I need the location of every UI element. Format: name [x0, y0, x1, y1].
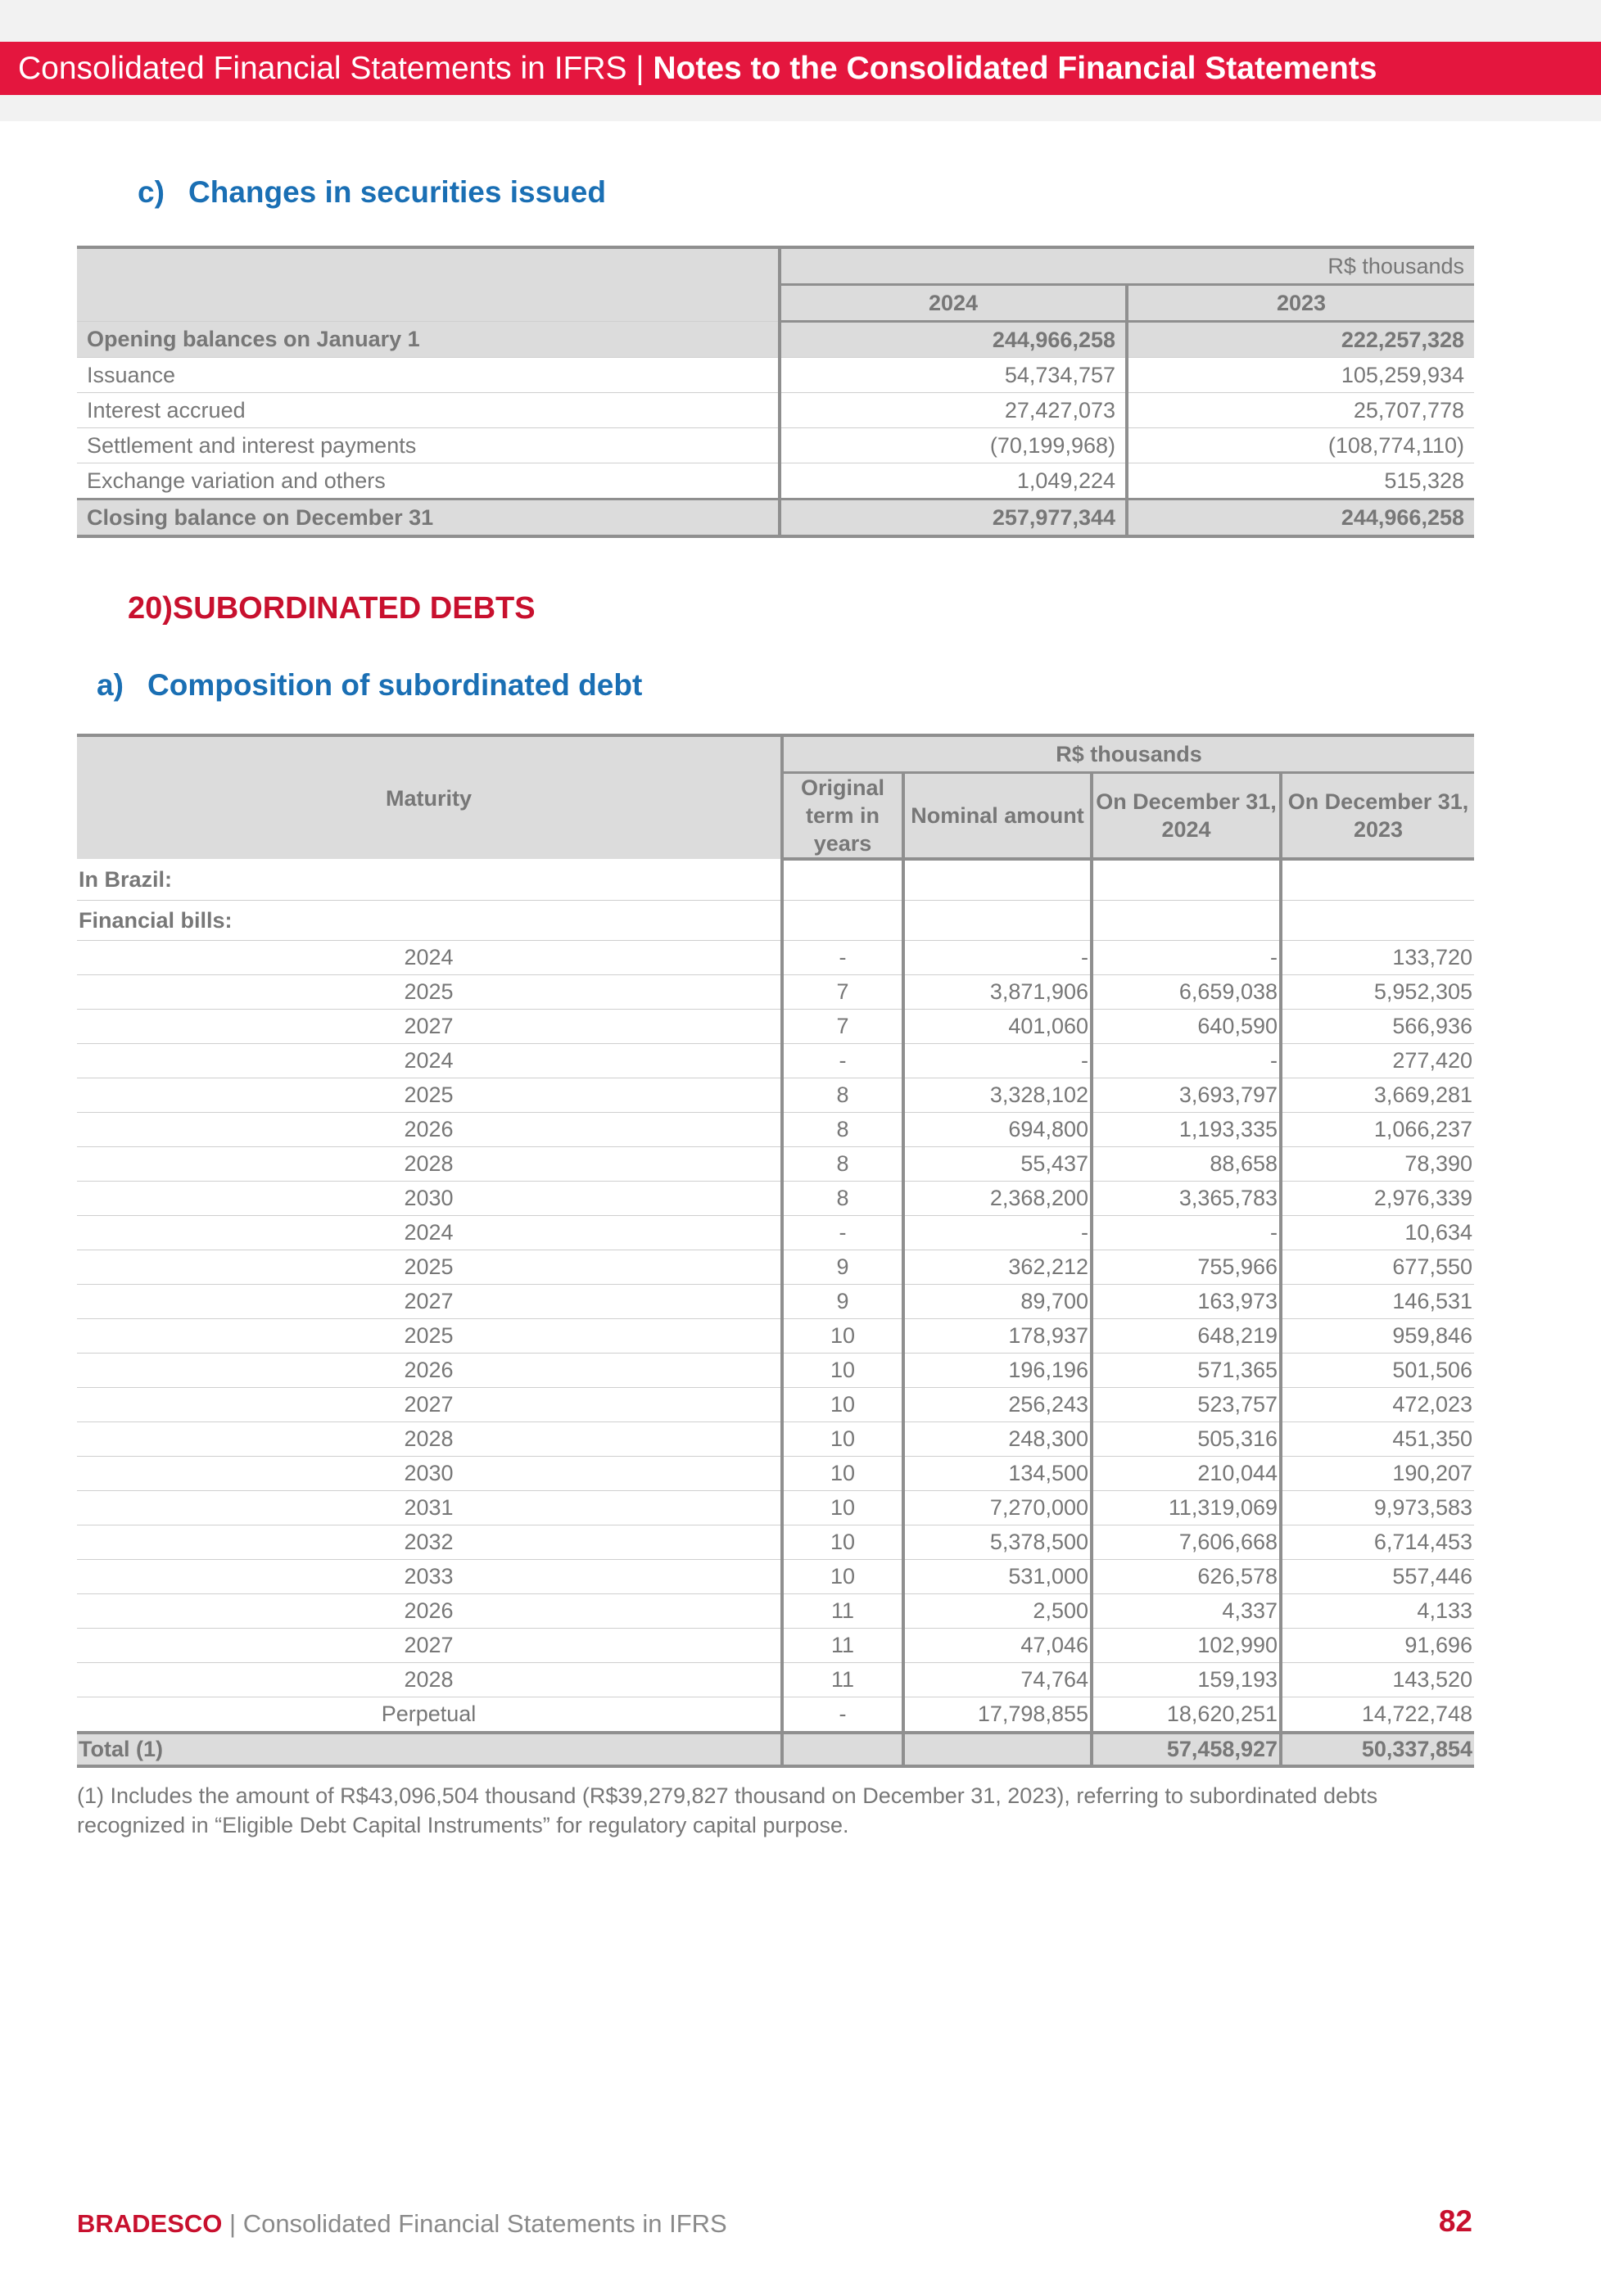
term-cell: 10 [782, 1354, 903, 1388]
value-2024: 54,734,757 [780, 358, 1127, 393]
section-c-title: Changes in securities issued [188, 175, 606, 209]
nominal-cell: 401,060 [903, 1010, 1092, 1044]
total-label: Total (1) [77, 1733, 782, 1766]
dec-2024-cell: 88,658 [1092, 1147, 1281, 1182]
row-label: Exchange variation and others [77, 463, 780, 499]
table-row [77, 1663, 1474, 1697]
empty-cell [782, 901, 903, 941]
dec-2024-cell: 210,044 [1092, 1457, 1281, 1491]
total-2023: 50,337,854 [1281, 1733, 1474, 1766]
nominal-cell: 196,196 [903, 1354, 1092, 1388]
table-row [77, 428, 1474, 463]
nominal-cell: 256,243 [903, 1388, 1092, 1422]
dec-2024-cell: 626,578 [1092, 1560, 1281, 1594]
dec-2024-cell: 523,757 [1092, 1388, 1281, 1422]
nominal-cell: 74,764 [903, 1663, 1092, 1697]
empty-cell [903, 901, 1092, 941]
table-row [77, 975, 1474, 1010]
value-2023: 515,328 [1127, 463, 1474, 499]
nominal-cell: 3,328,102 [903, 1078, 1092, 1113]
maturity-cell: 2028 [77, 1147, 782, 1182]
dec-2023-cell: 6,714,453 [1281, 1525, 1474, 1560]
dec-2023-cell: 190,207 [1281, 1457, 1474, 1491]
maturity-cell: 2025 [77, 1078, 782, 1113]
nominal-cell: 178,937 [903, 1319, 1092, 1354]
empty-cell [903, 1733, 1092, 1766]
term-cell: 11 [782, 1663, 903, 1697]
term-line-1: Original [800, 775, 884, 800]
table-row [77, 322, 1474, 358]
maturity-cell: 2026 [77, 1594, 782, 1629]
term-cell: - [782, 941, 903, 975]
table-row [77, 1010, 1474, 1044]
maturity-cell: Perpetual [77, 1697, 782, 1733]
term-cell: 11 [782, 1629, 903, 1663]
maturity-cell: 2025 [77, 1319, 782, 1354]
maturity-cell: 2030 [77, 1182, 782, 1216]
empty-cell [1281, 901, 1474, 941]
dec-2023-cell: 146,531 [1281, 1285, 1474, 1319]
section-a-heading [97, 668, 642, 703]
dec-2023-cell: 14,722,748 [1281, 1697, 1474, 1733]
maturity-cell: 2028 [77, 1663, 782, 1697]
table-row [77, 463, 1474, 499]
nominal-cell: 17,798,855 [903, 1697, 1092, 1733]
group-label: In Brazil: [77, 859, 782, 901]
maturity-cell: 2027 [77, 1285, 782, 1319]
column-header-dec-2024 [1092, 773, 1281, 860]
dec-2024-cell: 1,193,335 [1092, 1113, 1281, 1147]
table-corner [77, 247, 780, 322]
page-number: 82 [1438, 2204, 1472, 2238]
header-separator: | [626, 51, 654, 86]
table-row [77, 1285, 1474, 1319]
empty-cell [903, 859, 1092, 901]
table-row [77, 1216, 1474, 1250]
value-2023: 25,707,778 [1127, 393, 1474, 428]
nominal-cell: - [903, 941, 1092, 975]
table-row [77, 1388, 1474, 1422]
dec-2023-line-1: On December 31, [1287, 789, 1469, 814]
value-2023: (108,774,110) [1127, 428, 1474, 463]
column-header-nominal: Nominal amount [903, 773, 1092, 860]
table-row [77, 941, 1474, 975]
dec-2023-cell: 91,696 [1281, 1629, 1474, 1663]
empty-cell [1281, 859, 1474, 901]
nominal-cell: 694,800 [903, 1113, 1092, 1147]
dec-2024-cell: 648,219 [1092, 1319, 1281, 1354]
term-cell: - [782, 1044, 903, 1078]
nominal-cell: 134,500 [903, 1457, 1092, 1491]
footer-brand: BRADESCO [77, 2209, 223, 2238]
maturity-cell: 2027 [77, 1010, 782, 1044]
table-row [77, 358, 1474, 393]
dec-2023-cell: 566,936 [1281, 1010, 1474, 1044]
term-cell: 10 [782, 1319, 903, 1354]
nominal-cell: 89,700 [903, 1285, 1092, 1319]
dec-2024-cell: 18,620,251 [1092, 1697, 1281, 1733]
dec-2023-cell: 959,846 [1281, 1319, 1474, 1354]
table-row [77, 1560, 1474, 1594]
maturity-cell: 2027 [77, 1388, 782, 1422]
term-cell: 7 [782, 1010, 903, 1044]
dec-2024-cell: 3,365,783 [1092, 1182, 1281, 1216]
group-row [77, 859, 1474, 901]
term-cell: 10 [782, 1560, 903, 1594]
maturity-cell: 2032 [77, 1525, 782, 1560]
header-title-bold: Notes to the Consolidated Financial Statements [653, 51, 1377, 86]
dec-2023-cell: 677,550 [1281, 1250, 1474, 1285]
term-cell: 8 [782, 1078, 903, 1113]
securities-issued-table [77, 246, 1474, 538]
row-label: Settlement and interest payments [77, 428, 780, 463]
dec-2023-cell: 501,506 [1281, 1354, 1474, 1388]
empty-cell [1092, 859, 1281, 901]
table-row [77, 1422, 1474, 1457]
term-cell: 10 [782, 1457, 903, 1491]
term-line-3: years [813, 831, 872, 856]
dec-2023-cell: 9,973,583 [1281, 1491, 1474, 1525]
table-row [77, 1629, 1474, 1663]
dec-2024-cell: 102,990 [1092, 1629, 1281, 1663]
column-header-2024: 2024 [780, 285, 1127, 322]
term-cell: 8 [782, 1182, 903, 1216]
table-row [77, 499, 1474, 537]
term-cell: - [782, 1216, 903, 1250]
term-cell: 10 [782, 1388, 903, 1422]
dec-2023-cell: 277,420 [1281, 1044, 1474, 1078]
maturity-cell: 2025 [77, 1250, 782, 1285]
dec-2023-cell: 3,669,281 [1281, 1078, 1474, 1113]
maturity-cell: 2027 [77, 1629, 782, 1663]
nominal-cell: 248,300 [903, 1422, 1092, 1457]
term-cell: 8 [782, 1113, 903, 1147]
table-row [77, 1113, 1474, 1147]
value-2023: 105,259,934 [1127, 358, 1474, 393]
term-cell: 8 [782, 1147, 903, 1182]
table-row [77, 1594, 1474, 1629]
table-row [77, 1491, 1474, 1525]
footer [77, 2209, 727, 2239]
table-row [77, 1319, 1474, 1354]
nominal-cell: 7,270,000 [903, 1491, 1092, 1525]
table-row [77, 1182, 1474, 1216]
nominal-cell: 362,212 [903, 1250, 1092, 1285]
row-label: Interest accrued [77, 393, 780, 428]
column-header-term [782, 773, 903, 860]
total-2024: 57,458,927 [1092, 1733, 1281, 1766]
dec-2024-cell: 163,973 [1092, 1285, 1281, 1319]
column-header-dec-2023 [1281, 773, 1474, 860]
value-2024: (70,199,968) [780, 428, 1127, 463]
nominal-cell: 47,046 [903, 1629, 1092, 1663]
nominal-cell: 3,871,906 [903, 975, 1092, 1010]
table-row [77, 1525, 1474, 1560]
nominal-cell: 531,000 [903, 1560, 1092, 1594]
dec-2024-cell: 640,590 [1092, 1010, 1281, 1044]
maturity-cell: 2026 [77, 1354, 782, 1388]
dec-2024-cell: 159,193 [1092, 1663, 1281, 1697]
section-20-number: 20) [128, 591, 173, 626]
section-c-label: c) [138, 175, 165, 209]
table-row [77, 1044, 1474, 1078]
value-2023: 244,966,258 [1127, 499, 1474, 537]
group-row [77, 901, 1474, 941]
dec-2024-cell: 4,337 [1092, 1594, 1281, 1629]
table-row [77, 1354, 1474, 1388]
dec-2023-cell: 143,520 [1281, 1663, 1474, 1697]
dec-2023-cell: 10,634 [1281, 1216, 1474, 1250]
dec-2024-cell: 3,693,797 [1092, 1078, 1281, 1113]
term-cell: 10 [782, 1525, 903, 1560]
dec-2024-cell: 571,365 [1092, 1354, 1281, 1388]
dec-2023-cell: 1,066,237 [1281, 1113, 1474, 1147]
maturity-cell: 2025 [77, 975, 782, 1010]
dec-2023-cell: 4,133 [1281, 1594, 1474, 1629]
table-row [77, 1147, 1474, 1182]
table-row [77, 1697, 1474, 1733]
row-label: Closing balance on December 31 [77, 499, 780, 537]
section-20-title: SUBORDINATED DEBTS [172, 591, 536, 626]
empty-cell [782, 859, 903, 901]
dec-2023-cell: 557,446 [1281, 1560, 1474, 1594]
term-cell: - [782, 1697, 903, 1733]
term-cell: 11 [782, 1594, 903, 1629]
table-row [77, 1078, 1474, 1113]
value-2024: 257,977,344 [780, 499, 1127, 537]
maturity-cell: 2024 [77, 941, 782, 975]
term-cell: 10 [782, 1491, 903, 1525]
dec-2024-cell: 755,966 [1092, 1250, 1281, 1285]
total-row [77, 1733, 1474, 1766]
value-2024: 244,966,258 [780, 322, 1127, 358]
nominal-cell: 2,500 [903, 1594, 1092, 1629]
dec-2023-cell: 2,976,339 [1281, 1182, 1474, 1216]
dec-2023-cell: 472,023 [1281, 1388, 1474, 1422]
dec-2024-line-1: On December 31, [1096, 789, 1277, 814]
term-line-2: term in [805, 803, 880, 828]
column-header-2023: 2023 [1127, 285, 1474, 322]
dec-2024-cell: 6,659,038 [1092, 975, 1281, 1010]
maturity-cell: 2024 [77, 1044, 782, 1078]
dec-2024-cell: - [1092, 1044, 1281, 1078]
term-cell: 7 [782, 975, 903, 1010]
section-a-label: a) [97, 668, 124, 702]
nominal-cell: 2,368,200 [903, 1182, 1092, 1216]
section-a-title: Composition of subordinated debt [147, 668, 643, 702]
unit-label: R$ thousands [780, 247, 1474, 285]
term-cell: 9 [782, 1285, 903, 1319]
dec-2023-line-2: 2023 [1353, 817, 1404, 842]
term-cell: 10 [782, 1422, 903, 1457]
maturity-cell: 2031 [77, 1491, 782, 1525]
subordinated-debt-table [77, 734, 1474, 1768]
dec-2023-cell: 133,720 [1281, 941, 1474, 975]
footnote: (1) Includes the amount of R$43,096,504 thousand (R$39,279,827 thousand on December 31, 2023), referring to subordinated debts recognized in “Eligible Debt Capital Instruments” for regulatory capital purpose. [77, 1783, 1378, 1837]
dec-2023-cell: 78,390 [1281, 1147, 1474, 1182]
section-20-heading [128, 591, 536, 626]
footer-separator: | [222, 2209, 243, 2238]
dec-2024-cell: 505,316 [1092, 1422, 1281, 1457]
dec-2024-cell: - [1092, 1216, 1281, 1250]
column-header-maturity: Maturity [77, 735, 782, 859]
dec-2024-cell: 7,606,668 [1092, 1525, 1281, 1560]
table-row [77, 1457, 1474, 1491]
maturity-cell: 2028 [77, 1422, 782, 1457]
maturity-cell: 2024 [77, 1216, 782, 1250]
group-label: Financial bills: [77, 901, 782, 941]
footer-text: Consolidated Financial Statements in IFRS [242, 2209, 727, 2238]
nominal-cell: - [903, 1044, 1092, 1078]
value-2024: 27,427,073 [780, 393, 1127, 428]
table-row [77, 1250, 1474, 1285]
term-cell: 9 [782, 1250, 903, 1285]
dec-2023-cell: 451,350 [1281, 1422, 1474, 1457]
row-label: Issuance [77, 358, 780, 393]
dec-2024-cell: - [1092, 941, 1281, 975]
dec-2024-cell: 11,319,069 [1092, 1491, 1281, 1525]
row-label: Opening balances on January 1 [77, 322, 780, 358]
dec-2024-line-2: 2024 [1161, 817, 1211, 842]
empty-cell [1092, 901, 1281, 941]
unit-label: R$ thousands [782, 735, 1474, 773]
section-c-heading [138, 175, 606, 210]
value-2023: 222,257,328 [1127, 322, 1474, 358]
nominal-cell: 55,437 [903, 1147, 1092, 1182]
maturity-cell: 2033 [77, 1560, 782, 1594]
maturity-cell: 2026 [77, 1113, 782, 1147]
dec-2023-cell: 5,952,305 [1281, 975, 1474, 1010]
nominal-cell: 5,378,500 [903, 1525, 1092, 1560]
empty-cell [782, 1733, 903, 1766]
maturity-cell: 2030 [77, 1457, 782, 1491]
header-title-regular: Consolidated Financial Statements in IFRS [18, 51, 627, 86]
value-2024: 1,049,224 [780, 463, 1127, 499]
header-title-bar [0, 42, 1601, 95]
nominal-cell: - [903, 1216, 1092, 1250]
table-row [77, 393, 1474, 428]
